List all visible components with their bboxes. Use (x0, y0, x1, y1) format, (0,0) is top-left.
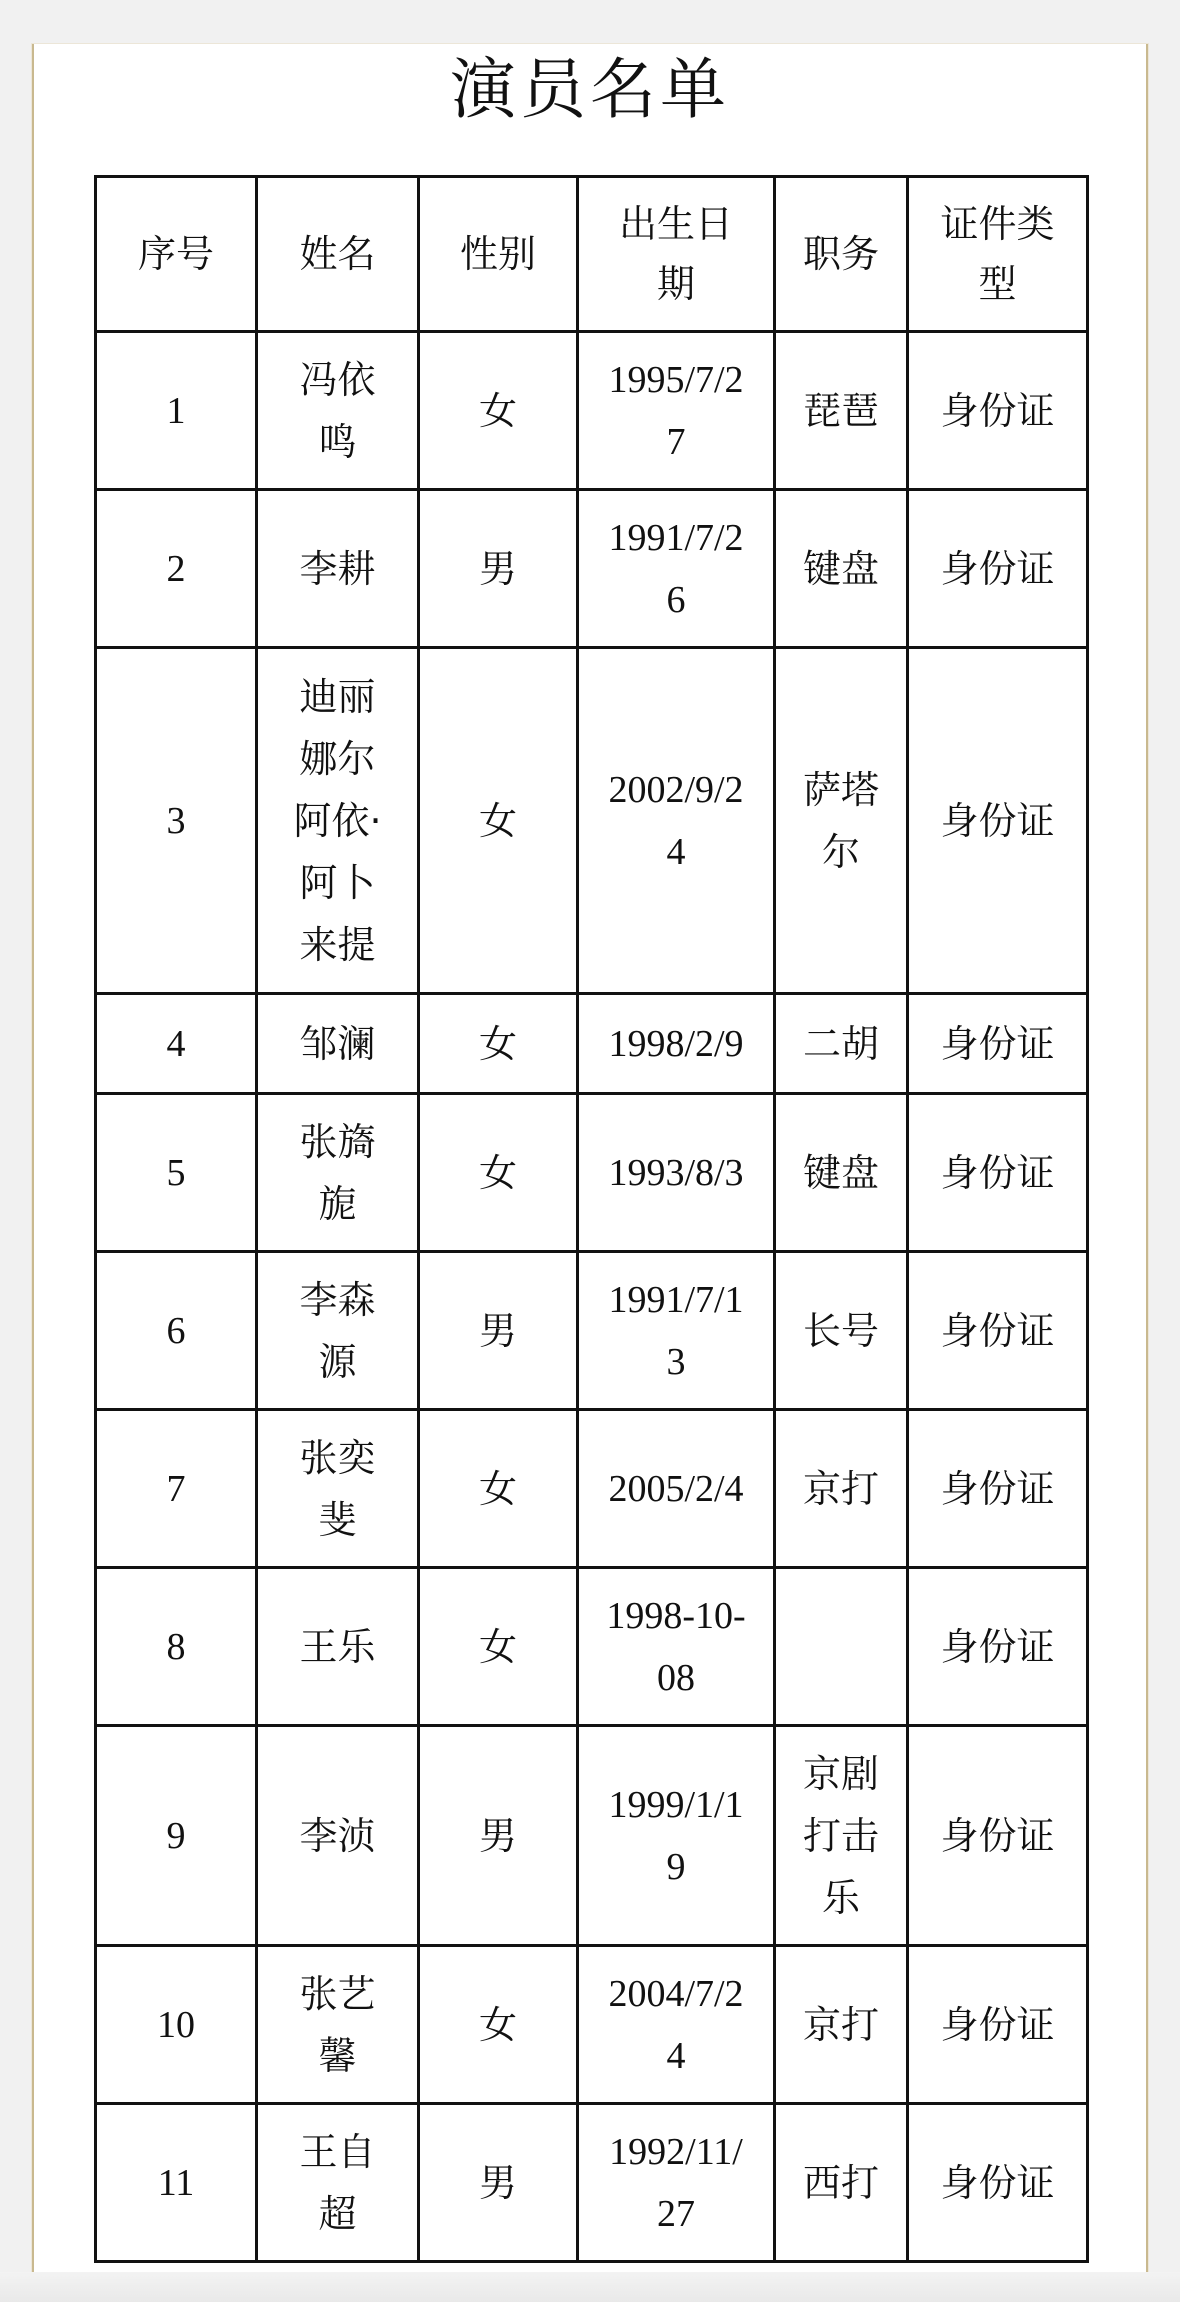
cell-name: 迪丽娜尔阿依·阿卜来提 (257, 648, 419, 994)
cell-name: 张艺馨 (257, 1946, 419, 2104)
cell-name: 冯依鸣 (257, 332, 419, 490)
table-row (96, 1252, 1088, 1410)
bottom-edge (0, 2272, 1180, 2302)
cell-no: 1 (96, 332, 257, 490)
header-name: 姓名 (257, 177, 419, 332)
cell-gender: 男 (419, 2104, 578, 2262)
document-title: 演员名单 (450, 51, 730, 128)
cell-no: 4 (96, 994, 257, 1094)
cell-id-type: 身份证 (908, 1726, 1088, 1946)
cell-id-type: 身份证 (908, 1094, 1088, 1252)
cell-name: 王乐 (257, 1568, 419, 1726)
cell-no: 8 (96, 1568, 257, 1726)
cell-role: 京打 (775, 1946, 908, 2104)
table-row (96, 490, 1088, 648)
cell-role: 长号 (775, 1252, 908, 1410)
header-birth-date: 出生日期 (578, 177, 775, 332)
cell-no: 6 (96, 1252, 257, 1410)
cell-role (775, 1568, 908, 1726)
table-row (96, 648, 1088, 994)
cell-name: 张奕斐 (257, 1410, 419, 1568)
cell-no: 9 (96, 1726, 257, 1946)
cell-id-type: 身份证 (908, 1410, 1088, 1568)
cell-birth-date: 1999/1/19 (578, 1726, 775, 1946)
cell-birth-date: 1991/7/26 (578, 490, 775, 648)
cell-name: 邹澜 (257, 994, 419, 1094)
cell-birth-date: 2004/7/24 (578, 1946, 775, 2104)
cell-birth-date: 1995/7/27 (578, 332, 775, 490)
cell-birth-date: 2002/9/24 (578, 648, 775, 994)
page-right-border (1146, 44, 1148, 2274)
cell-no: 3 (96, 648, 257, 994)
cell-name: 王自超 (257, 2104, 419, 2262)
cell-role: 京打 (775, 1410, 908, 1568)
cell-gender: 女 (419, 1946, 578, 2104)
cell-role: 京剧打击乐 (775, 1726, 908, 1946)
cell-role: 键盘 (775, 1094, 908, 1252)
cell-birth-date: 1993/8/3 (578, 1094, 775, 1252)
cell-birth-date: 1998-10-08 (578, 1568, 775, 1726)
cell-id-type: 身份证 (908, 490, 1088, 648)
cell-id-type: 身份证 (908, 1252, 1088, 1410)
cell-birth-date: 1992/11/27 (578, 2104, 775, 2262)
cell-no: 5 (96, 1094, 257, 1252)
table-body (96, 332, 1088, 2262)
cell-gender: 女 (419, 648, 578, 994)
header-gender: 性别 (419, 177, 578, 332)
cell-role: 萨塔尔 (775, 648, 908, 994)
cell-gender: 女 (419, 1410, 578, 1568)
table-header (96, 177, 1088, 332)
cell-role: 二胡 (775, 994, 908, 1094)
cell-role: 键盘 (775, 490, 908, 648)
table-row (96, 1946, 1088, 2104)
header-role: 职务 (775, 177, 908, 332)
table-row (96, 1410, 1088, 1568)
cell-no: 11 (96, 2104, 257, 2262)
cell-gender: 女 (419, 994, 578, 1094)
header-row (96, 177, 1088, 332)
cell-gender: 女 (419, 1568, 578, 1726)
cell-no: 7 (96, 1410, 257, 1568)
cell-id-type: 身份证 (908, 648, 1088, 994)
cell-id-type: 身份证 (908, 1946, 1088, 2104)
header-no: 序号 (96, 177, 257, 332)
cell-gender: 女 (419, 332, 578, 490)
cell-gender: 男 (419, 1252, 578, 1410)
cell-gender: 男 (419, 490, 578, 648)
cell-birth-date: 2005/2/4 (578, 1410, 775, 1568)
cell-no: 10 (96, 1946, 257, 2104)
table-row (96, 1726, 1088, 1946)
table-row (96, 994, 1088, 1094)
cast-roster-table (94, 175, 1089, 2263)
cell-gender: 男 (419, 1726, 578, 1946)
cell-birth-date: 1998/2/9 (578, 994, 775, 1094)
cell-id-type: 身份证 (908, 994, 1088, 1094)
cell-id-type: 身份证 (908, 332, 1088, 490)
cell-gender: 女 (419, 1094, 578, 1252)
cell-name: 李浈 (257, 1726, 419, 1946)
cell-id-type: 身份证 (908, 1568, 1088, 1726)
table-row (96, 1568, 1088, 1726)
table-row (96, 2104, 1088, 2262)
cell-birth-date: 1991/7/13 (578, 1252, 775, 1410)
cell-name: 张旖旎 (257, 1094, 419, 1252)
cell-name: 李耕 (257, 490, 419, 648)
cell-role: 琵琶 (775, 332, 908, 490)
cell-name: 李森源 (257, 1252, 419, 1410)
table-row (96, 332, 1088, 490)
page-left-border (32, 44, 34, 2274)
table-row (96, 1094, 1088, 1252)
header-id-type: 证件类型 (908, 177, 1088, 332)
cell-id-type: 身份证 (908, 2104, 1088, 2262)
cell-no: 2 (96, 490, 257, 648)
cell-role: 西打 (775, 2104, 908, 2262)
